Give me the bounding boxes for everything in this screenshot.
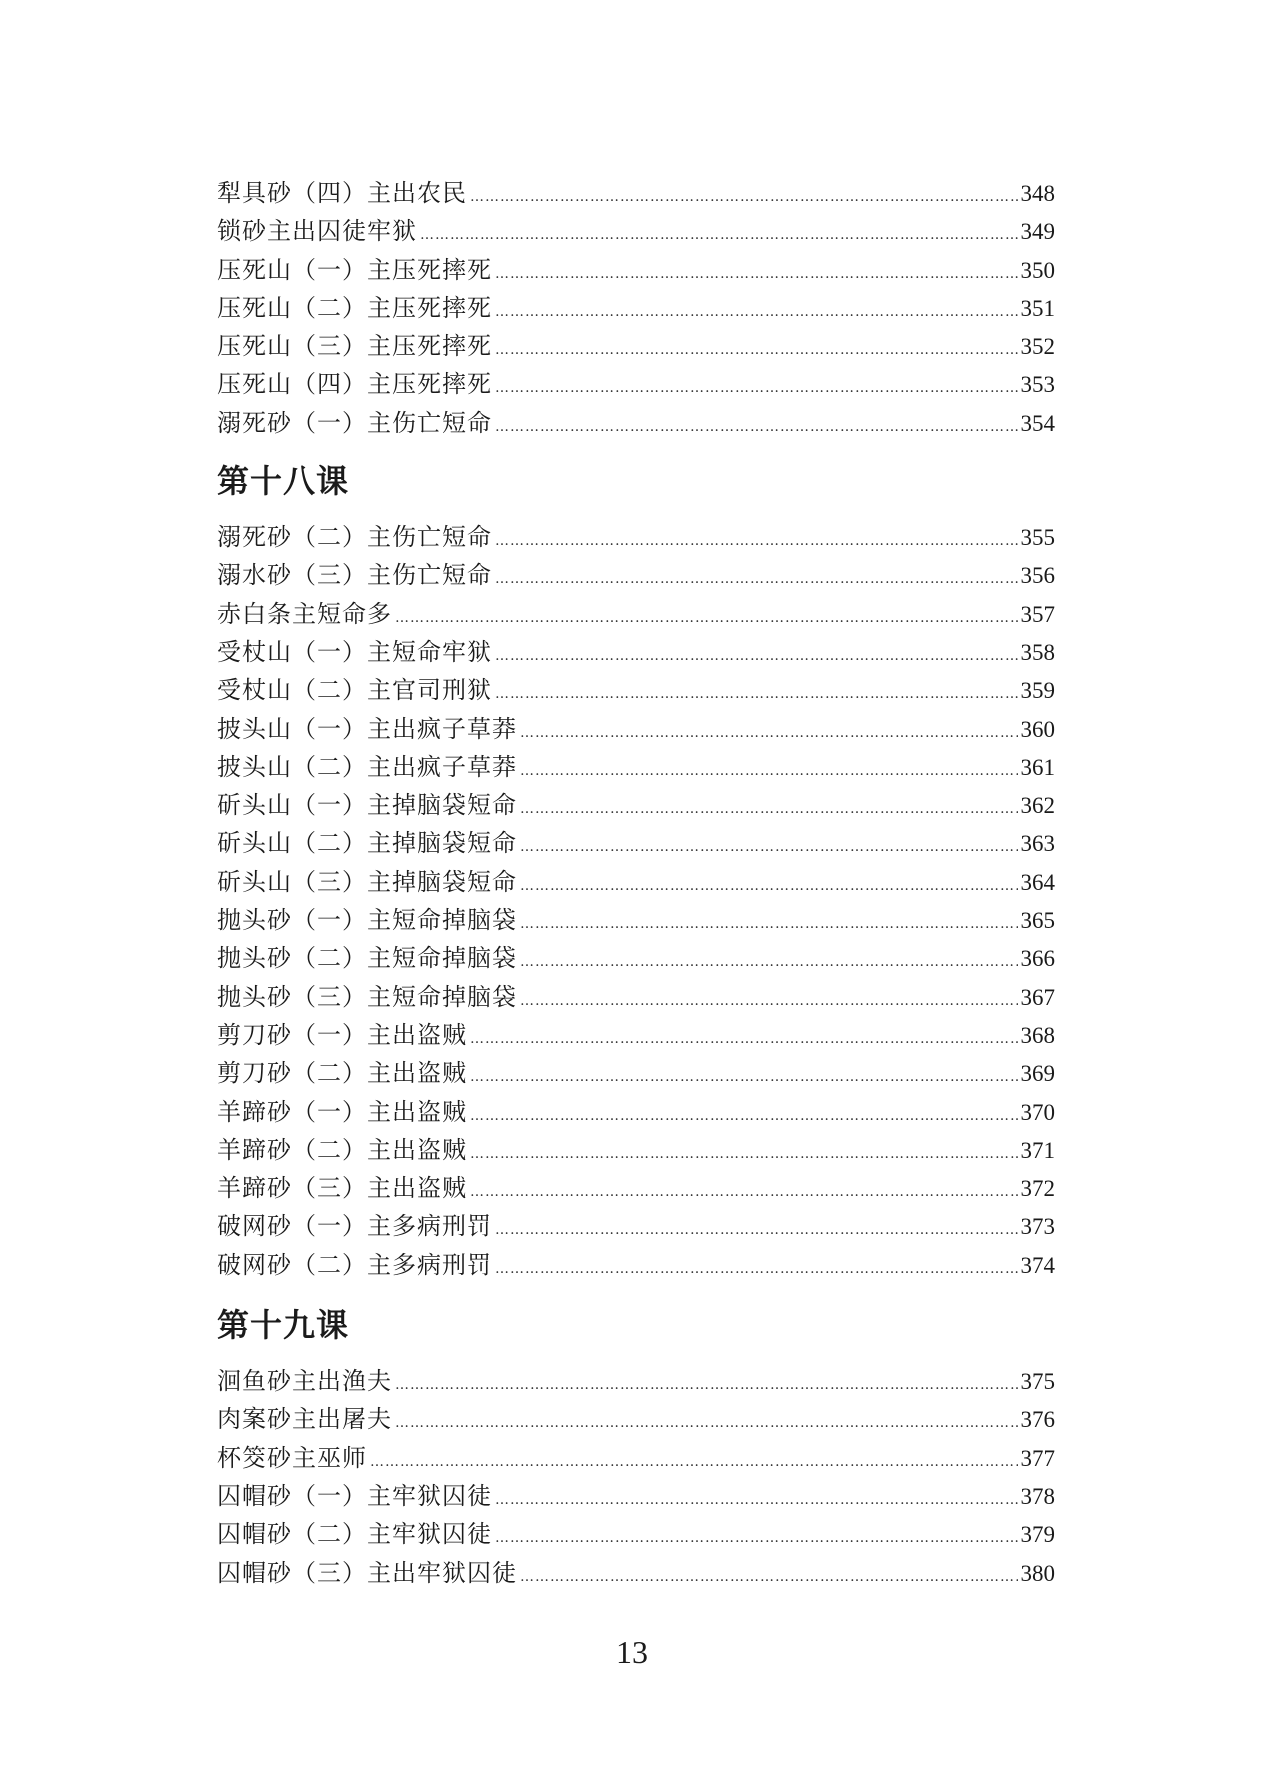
dot-leader [420, 216, 1018, 254]
entry-title: 压死山（四）主压死摔死 [217, 370, 492, 399]
entry-title: 剪刀砂（二）主出盗贼 [217, 1059, 467, 1088]
toc-entry[interactable] [217, 518, 1055, 556]
toc-entry[interactable] [217, 863, 1055, 901]
dot-leader [495, 560, 1018, 598]
dot-leader [495, 675, 1018, 713]
toc-entry[interactable] [217, 1093, 1055, 1131]
entry-page-number: 358 [1020, 639, 1055, 665]
entry-page-number: 359 [1020, 678, 1055, 704]
dot-leader [395, 1404, 1018, 1442]
dot-leader [495, 637, 1018, 675]
entry-title: 剪刀砂（一）主出盗贼 [217, 1020, 467, 1049]
entry-title: 斫头山（一）主掉脑袋短命 [217, 791, 517, 820]
toc-entry[interactable] [217, 1362, 1055, 1400]
dot-leader [395, 599, 1018, 637]
entry-title: 囚帽砂（三）主出牢狱囚徒 [217, 1558, 517, 1587]
entry-title: 囚帽砂（一）主牢狱囚徒 [217, 1481, 492, 1510]
entry-page-number: 360 [1020, 716, 1055, 742]
entry-page-number: 364 [1020, 869, 1055, 895]
dot-leader [520, 982, 1018, 1020]
entry-title: 受杖山（二）主官司刑狱 [217, 676, 492, 705]
entry-page-number: 369 [1020, 1061, 1055, 1087]
entry-title: 抛头砂（一）主短命掉脑袋 [217, 906, 517, 935]
entry-page-number: 353 [1020, 372, 1055, 398]
dot-leader [370, 1443, 1018, 1481]
entry-page-number: 349 [1020, 219, 1055, 245]
toc-entry[interactable] [217, 556, 1055, 594]
entry-page-number: 356 [1020, 563, 1055, 589]
toc-entry[interactable] [217, 633, 1055, 671]
dot-leader [470, 1097, 1018, 1135]
dot-leader [520, 1558, 1018, 1596]
toc-entry[interactable] [217, 786, 1055, 824]
toc-entry[interactable] [217, 1054, 1055, 1092]
entry-page-number: 373 [1020, 1214, 1055, 1240]
entry-title: 羊蹄砂（二）主出盗贼 [217, 1135, 467, 1164]
entry-page-number: 374 [1020, 1252, 1055, 1278]
entry-title: 披头山（一）主出疯子草莽 [217, 714, 517, 743]
entry-page-number: 362 [1020, 793, 1055, 819]
entry-page-number: 378 [1020, 1483, 1055, 1509]
dot-leader [470, 178, 1018, 216]
toc-entry[interactable] [217, 212, 1055, 250]
entry-page-number: 352 [1020, 334, 1055, 360]
toc-entry[interactable] [217, 1439, 1055, 1477]
toc-entry[interactable] [217, 748, 1055, 786]
toc-entry[interactable] [217, 1246, 1055, 1284]
entry-title: 溺死砂（二）主伤亡短命 [217, 523, 492, 552]
toc-entry[interactable] [217, 901, 1055, 939]
entry-page-number: 377 [1020, 1445, 1055, 1471]
toc-entry[interactable] [217, 1207, 1055, 1245]
entry-title: 披头山（二）主出疯子草莽 [217, 752, 517, 781]
toc-entry[interactable] [217, 1477, 1055, 1515]
toc-entry[interactable] [217, 1169, 1055, 1207]
toc-entry[interactable] [217, 824, 1055, 862]
entry-title: 羊蹄砂（一）主出盗贼 [217, 1097, 467, 1126]
toc-entry[interactable] [217, 710, 1055, 748]
dot-leader [495, 522, 1018, 560]
entry-page-number: 372 [1020, 1176, 1055, 1202]
dot-leader [520, 752, 1018, 790]
entry-title: 斫头山（二）主掉脑袋短命 [217, 829, 517, 858]
toc-entry[interactable] [217, 939, 1055, 977]
dot-leader [470, 1173, 1018, 1211]
toc-entry[interactable] [217, 289, 1055, 327]
entry-page-number: 350 [1020, 257, 1055, 283]
dot-leader [395, 1366, 1018, 1404]
entry-page-number: 354 [1020, 410, 1055, 436]
entry-title: 肉案砂主出屠夫 [217, 1405, 392, 1434]
dot-leader [495, 331, 1018, 369]
entry-page-number: 375 [1020, 1369, 1055, 1395]
toc-entry[interactable] [217, 174, 1055, 212]
section-heading: 第十九课 [217, 1306, 350, 1345]
entry-title: 抛头砂（三）主短命掉脑袋 [217, 982, 517, 1011]
entry-page-number: 366 [1020, 946, 1055, 972]
entry-title: 犁具砂（四）主出农民 [217, 179, 467, 207]
dot-leader [470, 1020, 1018, 1058]
dot-leader [520, 790, 1018, 828]
entry-title: 溺死砂（一）主伤亡短命 [217, 408, 492, 437]
dot-leader [470, 1058, 1018, 1096]
section-heading: 第十八课 [217, 462, 350, 501]
toc-entry[interactable] [217, 1131, 1055, 1169]
entry-page-number: 355 [1020, 525, 1055, 551]
dot-leader [495, 369, 1018, 407]
entry-page-number: 348 [1020, 181, 1055, 206]
entry-page-number: 367 [1020, 984, 1055, 1010]
entry-page-number: 361 [1020, 754, 1055, 780]
entry-title: 斫头山（三）主掉脑袋短命 [217, 867, 517, 896]
entry-title: 压死山（二）主压死摔死 [217, 293, 492, 322]
toc-entry[interactable] [217, 671, 1055, 709]
entry-page-number: 351 [1020, 295, 1055, 321]
toc-entry[interactable] [217, 978, 1055, 1016]
entry-page-number: 380 [1020, 1560, 1055, 1586]
entry-title: 受杖山（一）主短命牢狱 [217, 637, 492, 666]
entry-title: 压死山（三）主压死摔死 [217, 332, 492, 361]
toc-page [217, 174, 1055, 1592]
dot-leader [495, 293, 1018, 331]
toc-entry[interactable] [217, 1016, 1055, 1054]
entry-title: 锁砂主出囚徒牢狱 [217, 217, 417, 246]
entry-title: 破网砂（二）主多病刑罚 [217, 1250, 492, 1279]
dot-leader [520, 714, 1018, 752]
entry-page-number: 357 [1020, 601, 1055, 627]
entry-title: 溺水砂（三）主伤亡短命 [217, 561, 492, 590]
toc-entry[interactable] [217, 1400, 1055, 1438]
footer-page-number: 13 [616, 1634, 648, 1670]
entry-page-number: 370 [1020, 1099, 1055, 1125]
dot-leader [495, 1481, 1018, 1519]
dot-leader [495, 1211, 1018, 1249]
toc-entry[interactable] [217, 327, 1055, 365]
dot-leader [520, 828, 1018, 866]
entry-title: 杯筊砂主巫师 [217, 1443, 367, 1472]
toc-entry[interactable] [217, 1515, 1055, 1553]
entry-title: 压死山（一）主压死摔死 [217, 255, 492, 284]
toc-entry[interactable] [217, 365, 1055, 403]
dot-leader [495, 255, 1018, 293]
entry-title: 洄鱼砂主出渔夫 [217, 1367, 392, 1396]
toc-group [217, 444, 1055, 1284]
entry-page-number: 379 [1020, 1522, 1055, 1548]
toc-group [217, 1288, 1055, 1592]
toc-entry[interactable] [217, 251, 1055, 289]
dot-leader [470, 1135, 1018, 1173]
dot-leader [495, 408, 1018, 446]
toc-entry[interactable] [217, 1554, 1055, 1592]
entry-title: 赤白条主短命多 [217, 599, 392, 628]
dot-leader [495, 1250, 1018, 1288]
entry-page-number: 365 [1020, 908, 1055, 934]
entry-page-number: 368 [1020, 1022, 1055, 1048]
entry-title: 囚帽砂（二）主牢狱囚徒 [217, 1520, 492, 1549]
toc-entry[interactable] [217, 595, 1055, 633]
toc-entry[interactable] [217, 404, 1055, 442]
toc-group [217, 174, 1055, 442]
entry-page-number: 363 [1020, 831, 1055, 857]
dot-leader [520, 943, 1018, 981]
entry-title: 抛头砂（二）主短命掉脑袋 [217, 944, 517, 973]
dot-leader [520, 905, 1018, 943]
entry-title: 破网砂（一）主多病刑罚 [217, 1212, 492, 1241]
dot-leader [520, 867, 1018, 905]
dot-leader [495, 1519, 1018, 1557]
entry-page-number: 371 [1020, 1137, 1055, 1163]
entry-title: 羊蹄砂（三）主出盗贼 [217, 1174, 467, 1203]
entry-page-number: 376 [1020, 1407, 1055, 1433]
